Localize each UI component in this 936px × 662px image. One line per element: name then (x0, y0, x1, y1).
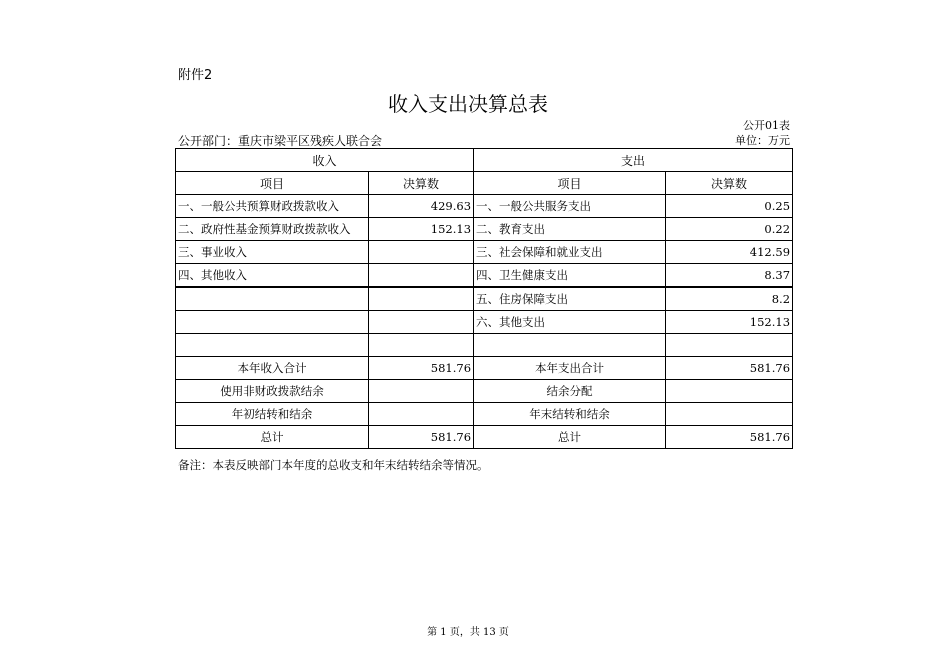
income-amount-header: 决算数 (369, 172, 474, 195)
income-amount (369, 241, 474, 264)
income-amount (369, 311, 474, 334)
income-item: 一、一般公共预算财政拨款收入 (176, 195, 369, 218)
expense-amount: 0.22 (666, 218, 793, 241)
table-row (176, 241, 793, 264)
income-item: 三、事业收入 (176, 241, 369, 264)
income-group-header: 收入 (176, 149, 474, 172)
expense-amount: 0.25 (666, 195, 793, 218)
page-title: 收入支出决算总表 (388, 92, 548, 116)
income-total-label: 总计 (176, 426, 369, 449)
expense-item (474, 334, 666, 357)
summary-row (176, 357, 793, 380)
summary-row (176, 380, 793, 403)
income-item: 二、政府性基金预算财政拨款收入 (176, 218, 369, 241)
income-amount (369, 334, 474, 357)
expense-summary-amount: 581.76 (666, 357, 793, 380)
unit-label: 单位：万元 (735, 134, 790, 147)
income-total-amount: 581.76 (369, 426, 474, 449)
expense-summary-item: 本年支出合计 (474, 357, 666, 380)
table-row (176, 218, 793, 241)
attachment-label: 附件2 (178, 68, 213, 83)
income-amount: 429.63 (369, 195, 474, 218)
expense-item: 一、一般公共服务支出 (474, 195, 666, 218)
expense-summary-item: 年末结转和结余 (474, 403, 666, 426)
income-summary-item: 本年收入合计 (176, 357, 369, 380)
table-row (176, 287, 793, 311)
column-header-row (176, 172, 793, 195)
expense-amount: 8.2 (666, 287, 793, 311)
table-row (176, 264, 793, 288)
expense-amount (666, 334, 793, 357)
expense-item: 三、社会保障和就业支出 (474, 241, 666, 264)
income-item (176, 311, 369, 334)
income-amount: 152.13 (369, 218, 474, 241)
income-amount (369, 264, 474, 288)
income-amount (369, 287, 474, 311)
income-item (176, 287, 369, 311)
expense-item: 六、其他支出 (474, 311, 666, 334)
group-header-row (176, 149, 793, 172)
expense-amount-header: 决算数 (666, 172, 793, 195)
form-number: 公开01表 (743, 119, 790, 132)
page-footer: 第 1 页，共 13 页 (427, 627, 509, 638)
table-row (176, 311, 793, 334)
table-note: 备注：本表反映部门本年度的总收支和年末结转结余等情况。 (178, 458, 489, 472)
department-label: 公开部门：重庆市梁平区残疾人联合会 (178, 134, 383, 148)
income-summary-item: 使用非财政拨款结余 (176, 380, 369, 403)
total-row (176, 426, 793, 449)
income-summary-amount (369, 380, 474, 403)
income-summary-item: 年初结转和结余 (176, 403, 369, 426)
expense-group-header: 支出 (474, 149, 793, 172)
expense-item: 四、卫生健康支出 (474, 264, 666, 288)
expense-summary-item: 结余分配 (474, 380, 666, 403)
income-item-header: 项目 (176, 172, 369, 195)
expense-summary-amount (666, 380, 793, 403)
expense-item: 二、教育支出 (474, 218, 666, 241)
expense-total-label: 总计 (474, 426, 666, 449)
expense-summary-amount (666, 403, 793, 426)
expense-item: 五、住房保障支出 (474, 287, 666, 311)
expense-amount: 152.13 (666, 311, 793, 334)
expense-item-header: 项目 (474, 172, 666, 195)
income-summary-amount (369, 403, 474, 426)
table-row (176, 334, 793, 357)
income-summary-amount: 581.76 (369, 357, 474, 380)
expense-amount: 412.59 (666, 241, 793, 264)
income-expense-table (175, 148, 793, 449)
summary-row (176, 403, 793, 426)
expense-amount: 8.37 (666, 264, 793, 288)
expense-total-amount: 581.76 (666, 426, 793, 449)
income-item (176, 334, 369, 357)
table-row (176, 195, 793, 218)
income-item: 四、其他收入 (176, 264, 369, 288)
